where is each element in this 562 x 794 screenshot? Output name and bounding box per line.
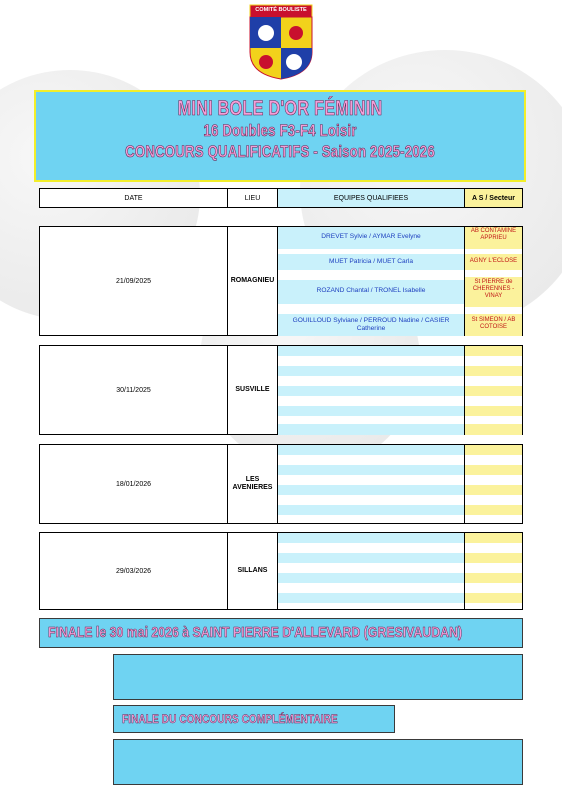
finale-complementaire-title: FINALE DU CONCOURS COMPLÉMENTAIRE (122, 712, 338, 726)
column-header-lieu: LIEU (227, 188, 278, 208)
round-lieu: ROMAGNIEU (228, 227, 278, 335)
round-block-4 (39, 532, 523, 610)
round-date: 18/01/2026 (40, 445, 228, 523)
round-lieu: SILLANS (228, 533, 278, 609)
title-banner (34, 90, 526, 182)
as-column (465, 533, 522, 609)
round-block-1 (39, 226, 523, 336)
team-entry: GOUILLOUD Sylviane / PERROUD Nadine / CASIER Catherine (292, 317, 450, 332)
round-lieu: SUSVILLE (228, 346, 278, 434)
round-block-2 (39, 345, 523, 435)
logo-text: COMITÉ BOULISTE (255, 7, 307, 13)
teams-column (278, 445, 465, 523)
round-lieu: LES AVENIERES (228, 445, 278, 523)
page-title: MINI BOLE D'OR FÉMININ (177, 97, 383, 120)
finale-complementaire-banner (113, 705, 395, 733)
round-block-3 (39, 444, 523, 524)
teams-column (278, 533, 465, 609)
team-entry: DREVET Sylvie / AYMAR Evelyne (321, 233, 421, 240)
round-date: 29/03/2026 (40, 533, 228, 609)
as-entry: AGNY L'ECLOSE (469, 258, 518, 264)
subtitle-season: CONCOURS QUALIFICATIFS - Saison 2025-2026 (125, 142, 435, 161)
finale-banner (39, 618, 523, 648)
finale-complementaire-box (113, 739, 523, 785)
column-header-as: A S / Secteur (464, 188, 523, 208)
teams-column (278, 227, 465, 335)
as-column (465, 227, 522, 335)
team-entry: ROZAND Chantal / TRONEL Isabelle (316, 287, 426, 294)
team-entry: MUET Patricia / MUET Carla (328, 258, 414, 265)
round-date: 30/11/2025 (40, 346, 228, 434)
finale-box (113, 654, 523, 700)
as-column (465, 445, 522, 523)
column-header-date: DATE (39, 188, 228, 208)
teams-column (278, 346, 465, 434)
as-entry: St PIERRE de CHERENNES - VINAY (472, 279, 515, 300)
column-header-equipes: EQUIPES QUALIFIEES (277, 188, 465, 208)
as-entry: St SIMEON / AB COTOISE (471, 317, 516, 331)
as-column (465, 346, 522, 434)
as-entry: AB CONTAMINE APPRIEU (470, 228, 517, 242)
subtitle-category: 16 Doubles F3-F4 Loisir (203, 121, 357, 140)
round-date: 21/09/2025 (40, 227, 228, 335)
finale-title: FINALE le 30 mai 2026 à SAINT PIERRE D'ALLEVARD (GRESIVAUDAN) (48, 625, 463, 641)
